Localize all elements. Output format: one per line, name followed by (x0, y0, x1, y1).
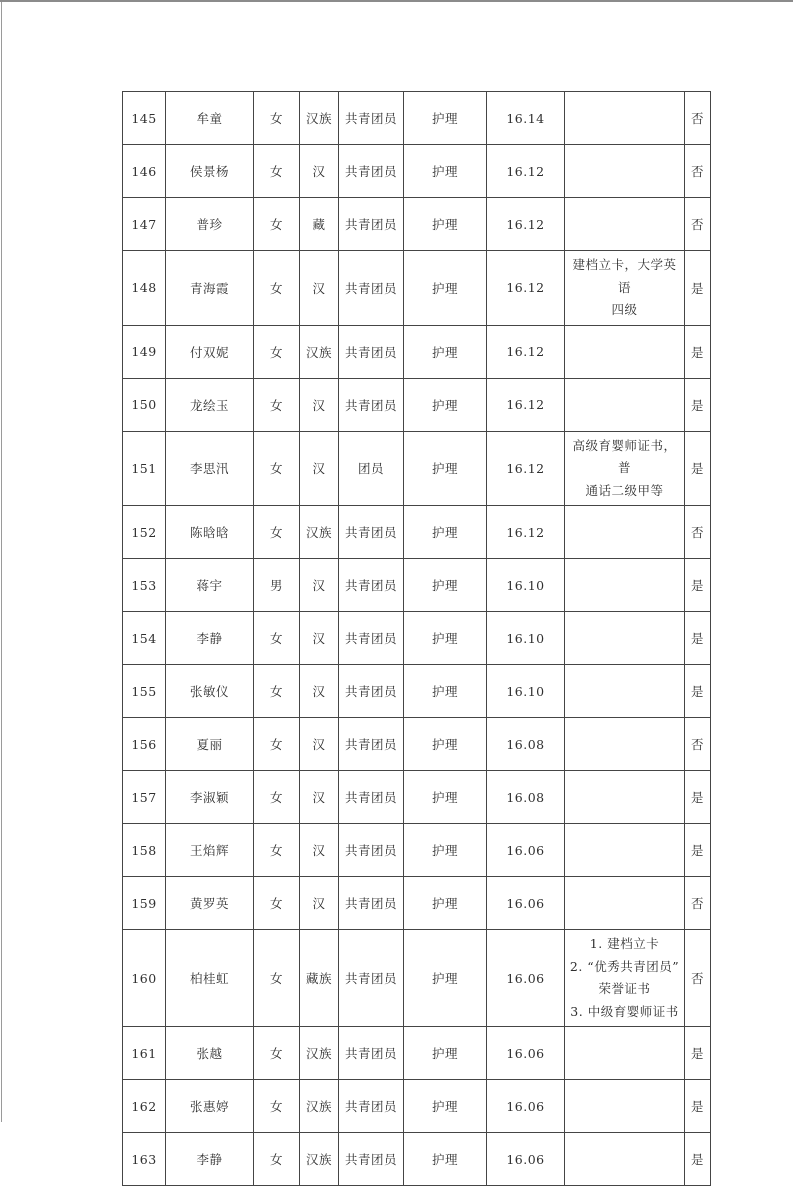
table-row (123, 1133, 711, 1186)
cell-score: 16.12 (487, 145, 565, 198)
cell-qualified: 是 (685, 431, 711, 506)
cell-serial-number: 152 (123, 506, 166, 559)
cell-notes (565, 378, 685, 431)
cell-major: 护理 (404, 1133, 487, 1186)
cell-name: 夏丽 (166, 718, 254, 771)
cell-gender: 男 (254, 559, 300, 612)
cell-political-status: 共青团员 (339, 506, 404, 559)
cell-major: 护理 (404, 1080, 487, 1133)
cell-political-status: 共青团员 (339, 718, 404, 771)
cell-notes (565, 325, 685, 378)
cell-name: 龙绘玉 (166, 378, 254, 431)
cell-major: 护理 (404, 198, 487, 251)
cell-ethnicity: 汉族 (300, 1133, 339, 1186)
cell-gender: 女 (254, 325, 300, 378)
cell-political-status: 团员 (339, 431, 404, 506)
cell-major: 护理 (404, 145, 487, 198)
cell-political-status: 共青团员 (339, 325, 404, 378)
cell-major: 护理 (404, 559, 487, 612)
cell-major: 护理 (404, 771, 487, 824)
cell-ethnicity: 汉 (300, 251, 339, 326)
cell-political-status: 共青团员 (339, 559, 404, 612)
cell-ethnicity: 藏 (300, 198, 339, 251)
cell-notes (565, 718, 685, 771)
cell-qualified: 是 (685, 824, 711, 877)
cell-ethnicity: 汉族 (300, 1027, 339, 1080)
table-row (123, 431, 711, 506)
cell-score: 16.12 (487, 251, 565, 326)
table-row (123, 771, 711, 824)
cell-serial-number: 151 (123, 431, 166, 506)
cell-major: 护理 (404, 877, 487, 930)
cell-score: 16.06 (487, 877, 565, 930)
cell-notes (565, 506, 685, 559)
cell-serial-number: 163 (123, 1133, 166, 1186)
cell-gender: 女 (254, 1080, 300, 1133)
cell-political-status: 共青团员 (339, 824, 404, 877)
table-row (123, 718, 711, 771)
table-row (123, 612, 711, 665)
cell-major: 护理 (404, 325, 487, 378)
cell-name: 付双妮 (166, 325, 254, 378)
cell-major: 护理 (404, 665, 487, 718)
cell-gender: 女 (254, 1133, 300, 1186)
cell-political-status: 共青团员 (339, 198, 404, 251)
cell-name: 张越 (166, 1027, 254, 1080)
cell-notes (565, 877, 685, 930)
cell-political-status: 共青团员 (339, 930, 404, 1027)
table-row (123, 325, 711, 378)
cell-name: 陈晗晗 (166, 506, 254, 559)
cell-political-status: 共青团员 (339, 1133, 404, 1186)
cell-serial-number: 147 (123, 198, 166, 251)
cell-gender: 女 (254, 718, 300, 771)
cell-name: 李静 (166, 612, 254, 665)
cell-name: 李静 (166, 1133, 254, 1186)
cell-political-status: 共青团员 (339, 612, 404, 665)
cell-name: 张惠婷 (166, 1080, 254, 1133)
table-row (123, 92, 711, 145)
cell-score: 16.08 (487, 771, 565, 824)
cell-score: 16.08 (487, 718, 565, 771)
cell-notes: 1. 建档立卡 2. “优秀共青团员” 荣誉证书 3. 中级育婴师证书 (565, 930, 685, 1027)
cell-major: 护理 (404, 930, 487, 1027)
applicant-roster-table (122, 91, 711, 1186)
cell-name: 蒋宇 (166, 559, 254, 612)
cell-qualified: 是 (685, 1080, 711, 1133)
cell-score: 16.06 (487, 1133, 565, 1186)
cell-notes: 高级育婴师证书，普 通话二级甲等 (565, 431, 685, 506)
cell-qualified: 是 (685, 378, 711, 431)
cell-qualified: 否 (685, 145, 711, 198)
cell-serial-number: 159 (123, 877, 166, 930)
cell-notes (565, 771, 685, 824)
cell-name: 李淑颖 (166, 771, 254, 824)
cell-score: 16.06 (487, 824, 565, 877)
cell-gender: 女 (254, 506, 300, 559)
cell-score: 16.12 (487, 378, 565, 431)
cell-serial-number: 150 (123, 378, 166, 431)
cell-ethnicity: 汉 (300, 665, 339, 718)
cell-serial-number: 145 (123, 92, 166, 145)
cell-gender: 女 (254, 877, 300, 930)
cell-score: 16.12 (487, 198, 565, 251)
cell-serial-number: 155 (123, 665, 166, 718)
cell-serial-number: 160 (123, 930, 166, 1027)
cell-gender: 女 (254, 1027, 300, 1080)
cell-name: 李思汛 (166, 431, 254, 506)
cell-serial-number: 146 (123, 145, 166, 198)
cell-notes (565, 559, 685, 612)
cell-political-status: 共青团员 (339, 378, 404, 431)
cell-score: 16.10 (487, 612, 565, 665)
cell-name: 牟童 (166, 92, 254, 145)
cell-ethnicity: 汉族 (300, 325, 339, 378)
table-row (123, 251, 711, 326)
cell-qualified: 是 (685, 559, 711, 612)
cell-ethnicity: 藏族 (300, 930, 339, 1027)
cell-notes (565, 612, 685, 665)
cell-qualified: 是 (685, 1027, 711, 1080)
cell-serial-number: 149 (123, 325, 166, 378)
cell-name: 侯景杨 (166, 145, 254, 198)
cell-notes (565, 1133, 685, 1186)
cell-gender: 女 (254, 431, 300, 506)
cell-political-status: 共青团员 (339, 665, 404, 718)
cell-score: 16.12 (487, 506, 565, 559)
cell-ethnicity: 汉 (300, 145, 339, 198)
cell-qualified: 是 (685, 612, 711, 665)
cell-gender: 女 (254, 92, 300, 145)
cell-major: 护理 (404, 431, 487, 506)
cell-political-status: 共青团员 (339, 1027, 404, 1080)
cell-name: 普珍 (166, 198, 254, 251)
page-left-edge-line (1, 2, 2, 1122)
cell-name: 黄罗英 (166, 877, 254, 930)
cell-ethnicity: 汉 (300, 877, 339, 930)
table-row (123, 145, 711, 198)
cell-ethnicity: 汉族 (300, 1080, 339, 1133)
cell-notes (565, 1080, 685, 1133)
cell-qualified: 是 (685, 1133, 711, 1186)
cell-name: 青海霞 (166, 251, 254, 326)
cell-qualified: 是 (685, 771, 711, 824)
table-row (123, 378, 711, 431)
cell-qualified: 是 (685, 325, 711, 378)
cell-gender: 女 (254, 198, 300, 251)
cell-major: 护理 (404, 1027, 487, 1080)
cell-qualified: 否 (685, 877, 711, 930)
cell-score: 16.06 (487, 1080, 565, 1133)
cell-major: 护理 (404, 378, 487, 431)
cell-name: 柏桂虹 (166, 930, 254, 1027)
table-row (123, 506, 711, 559)
table-row (123, 1080, 711, 1133)
table-row (123, 930, 711, 1027)
cell-notes (565, 1027, 685, 1080)
cell-ethnicity: 汉 (300, 559, 339, 612)
cell-notes: 建档立卡，大学英语 四级 (565, 251, 685, 326)
cell-ethnicity: 汉 (300, 431, 339, 506)
cell-notes (565, 198, 685, 251)
cell-ethnicity: 汉 (300, 824, 339, 877)
table-body (123, 92, 711, 1186)
cell-ethnicity: 汉 (300, 612, 339, 665)
cell-score: 16.12 (487, 325, 565, 378)
page-top-edge-line (0, 0, 793, 2)
cell-qualified: 否 (685, 930, 711, 1027)
cell-score: 16.10 (487, 559, 565, 612)
cell-gender: 女 (254, 930, 300, 1027)
cell-serial-number: 161 (123, 1027, 166, 1080)
cell-major: 护理 (404, 92, 487, 145)
cell-major: 护理 (404, 506, 487, 559)
cell-ethnicity: 汉 (300, 771, 339, 824)
cell-score: 16.06 (487, 1027, 565, 1080)
cell-qualified: 是 (685, 665, 711, 718)
cell-notes (565, 145, 685, 198)
cell-name: 王焰辉 (166, 824, 254, 877)
cell-political-status: 共青团员 (339, 92, 404, 145)
cell-serial-number: 153 (123, 559, 166, 612)
cell-ethnicity: 汉族 (300, 92, 339, 145)
cell-ethnicity: 汉族 (300, 506, 339, 559)
cell-political-status: 共青团员 (339, 145, 404, 198)
cell-qualified: 否 (685, 506, 711, 559)
cell-political-status: 共青团员 (339, 771, 404, 824)
cell-notes (565, 665, 685, 718)
cell-ethnicity: 汉 (300, 378, 339, 431)
cell-major: 护理 (404, 612, 487, 665)
cell-qualified: 否 (685, 92, 711, 145)
table-row (123, 559, 711, 612)
cell-notes (565, 92, 685, 145)
cell-gender: 女 (254, 771, 300, 824)
table-row (123, 198, 711, 251)
cell-qualified: 是 (685, 251, 711, 326)
cell-serial-number: 162 (123, 1080, 166, 1133)
cell-political-status: 共青团员 (339, 251, 404, 326)
cell-ethnicity: 汉 (300, 718, 339, 771)
cell-major: 护理 (404, 251, 487, 326)
cell-serial-number: 148 (123, 251, 166, 326)
cell-qualified: 否 (685, 198, 711, 251)
table-row (123, 665, 711, 718)
cell-serial-number: 156 (123, 718, 166, 771)
cell-name: 张敏仪 (166, 665, 254, 718)
cell-major: 护理 (404, 718, 487, 771)
cell-serial-number: 157 (123, 771, 166, 824)
cell-score: 16.14 (487, 92, 565, 145)
cell-gender: 女 (254, 824, 300, 877)
cell-gender: 女 (254, 145, 300, 198)
cell-notes (565, 824, 685, 877)
cell-qualified: 否 (685, 718, 711, 771)
cell-gender: 女 (254, 665, 300, 718)
cell-score: 16.12 (487, 431, 565, 506)
cell-major: 护理 (404, 824, 487, 877)
cell-political-status: 共青团员 (339, 877, 404, 930)
table-row (123, 824, 711, 877)
cell-serial-number: 154 (123, 612, 166, 665)
cell-gender: 女 (254, 251, 300, 326)
cell-serial-number: 158 (123, 824, 166, 877)
cell-score: 16.06 (487, 930, 565, 1027)
table-row (123, 1027, 711, 1080)
cell-score: 16.10 (487, 665, 565, 718)
cell-gender: 女 (254, 378, 300, 431)
cell-gender: 女 (254, 612, 300, 665)
table-row (123, 877, 711, 930)
cell-political-status: 共青团员 (339, 1080, 404, 1133)
